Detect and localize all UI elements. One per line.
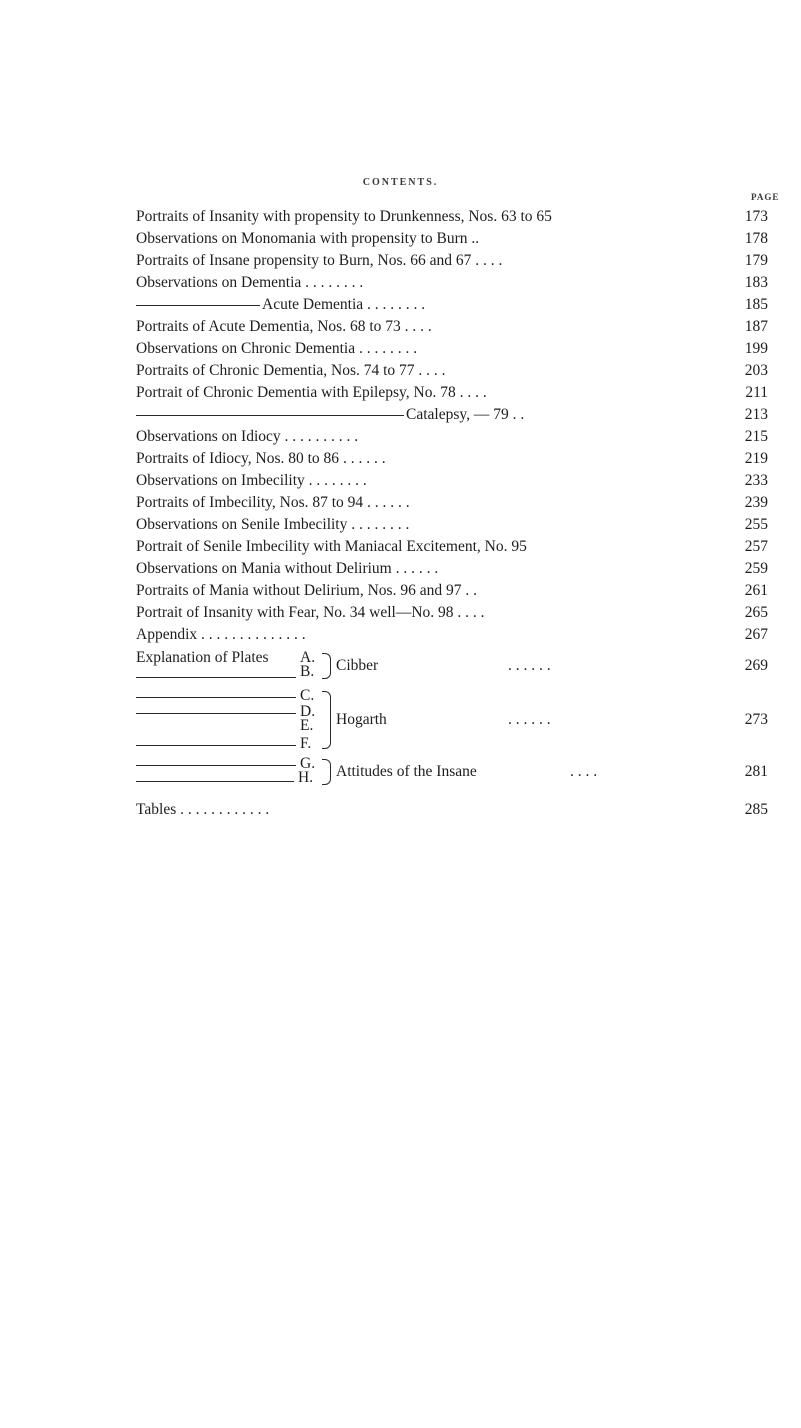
plate-leader: . . . . . . [508,657,551,674]
entry-title: Observations on Imbecility . . . . . . . . [136,472,367,489]
ditto-rule [136,415,404,416]
entry-title: Acute Dementia . . . . . . . . [262,296,426,313]
entry-page: 215 [744,428,768,445]
entry-page: 267 [744,626,768,643]
entry-title: Portraits of Insane propensity to Burn, Nos. 66 and 67 . . . . [136,252,503,269]
toc-entry [0,361,801,381]
toc-entry [0,427,801,447]
entry-title: Observations on Monomania with propensity to Burn .. [136,230,480,247]
entry-title: Portraits of Acute Dementia, Nos. 68 to 73 . . . . [136,318,432,335]
entry-page: 233 [744,472,768,489]
toc-entry [0,339,801,359]
entry-title: Portraits of Idiocy, Nos. 80 to 86 . . . . . . [136,450,386,467]
ditto-rule [136,781,294,782]
entry-page: 203 [744,362,768,379]
ditto-rule [136,305,260,306]
entry-title: Portraits of Mania without Delirium, Nos. 96 and 97 . . [136,582,477,599]
plates-intro: Explanation of Plates [136,649,269,666]
entry-title: Portraits of Imbecility, Nos. 87 to 94 . . . . . . [136,494,410,511]
entry-page: 211 [745,384,768,401]
entry-page: 255 [744,516,768,533]
plate-letter: G. [300,755,316,772]
page-column-label: PAGE [751,192,780,202]
entry-page: 265 [744,604,768,621]
plate-letter: E. [300,717,314,734]
entry-page: 261 [744,582,768,599]
plate-page: 281 [744,763,768,780]
entry-title: Portrait of Chronic Dementia with Epilepsy, No. 78 . . . . [136,384,487,401]
toc-entry [0,273,801,293]
entry-title: Portraits of Chronic Dementia, Nos. 74 to 77 . . . . [136,362,446,379]
ditto-rule [136,745,296,746]
entry-title: Catalepsy, — 79 . . [406,406,525,423]
toc-entry [0,625,801,645]
entry-page: 239 [744,494,768,511]
entry-page: 173 [744,208,768,225]
entry-title: Portraits of Insanity with propensity to Drunkenness, Nos. 63 to 65 [136,208,552,225]
toc-entry-tables [0,800,801,820]
toc-entry [0,449,801,469]
toc-entry [0,229,801,249]
plate-subject: Cibber [336,657,379,674]
plate-page: 269 [744,657,768,674]
plate-letter: A. [300,649,316,666]
plate-subject: Attitudes of the Insane [336,763,477,780]
entry-page: 179 [744,252,768,269]
entry-page: 219 [744,450,768,467]
plate-page: 273 [744,711,768,728]
toc-entry [0,603,801,623]
entry-title: Observations on Senile Imbecility . . . . . . . . [136,516,410,533]
plate-letter: B. [300,663,315,680]
plate-letter: C. [300,687,315,704]
toc-entry [0,581,801,601]
toc-entry [0,405,801,425]
toc-entry [0,207,801,227]
entry-page: 257 [744,538,768,555]
entry-title: Observations on Idiocy . . . . . . . . . . [136,428,359,445]
entry-title: Observations on Dementia . . . . . . . . [136,274,364,291]
entry-page: 213 [744,406,768,423]
right-brace [322,691,331,749]
entry-title: Observations on Chronic Dementia . . . . . . . . [136,340,418,357]
plate-letter: D. [300,703,316,720]
entry-page: 178 [744,230,768,247]
plates-section [136,647,776,797]
entry-page: 185 [744,296,768,313]
entry-title: Tables . . . . . . . . . . . . [136,801,270,818]
ditto-rule [136,713,296,714]
ditto-rule [136,677,296,678]
toc-entry [0,317,801,337]
toc-entry [0,493,801,513]
toc-entry [0,471,801,491]
right-brace [322,759,331,785]
toc-entry [0,383,801,403]
entry-title: Portrait of Insanity with Fear, No. 34 well—No. 98 . . . . [136,604,485,621]
plate-letter: F. [300,735,312,752]
plate-leader: . . . . . . [508,711,551,728]
entry-page: 285 [744,801,768,818]
entry-title: Appendix . . . . . . . . . . . . . . [136,626,306,643]
entry-page: 199 [744,340,768,357]
plate-subject: Hogarth [336,711,387,728]
entry-page: 187 [744,318,768,335]
plate-leader: . . . . [570,763,598,780]
toc-entry [0,295,801,315]
toc-entry [0,559,801,579]
entry-page: 183 [744,274,768,291]
ditto-rule [136,697,296,698]
right-brace [322,653,331,679]
ditto-rule [136,765,296,766]
entry-title: Observations on Mania without Delirium . . . . . . [136,560,439,577]
entry-page: 259 [744,560,768,577]
plate-letter: H. [298,769,314,786]
toc-entry [0,251,801,271]
contents-heading: CONTENTS. [362,177,439,188]
toc-entry [0,537,801,557]
toc-entry [0,515,801,535]
entry-title: Portrait of Senile Imbecility with Maniacal Excitement, No. 95 [136,538,527,555]
